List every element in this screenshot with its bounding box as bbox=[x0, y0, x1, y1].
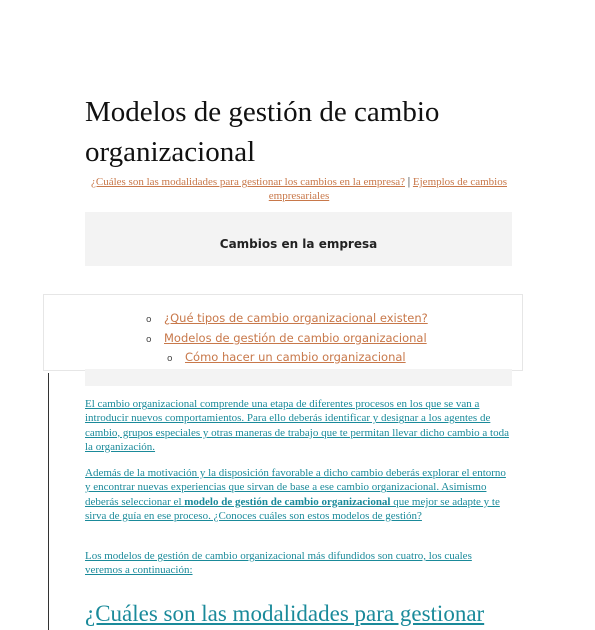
bullet-icon: o bbox=[146, 335, 152, 345]
page-title: Modelos de gestión de cambio organizacional bbox=[85, 96, 440, 168]
paragraph-1[interactable] bbox=[85, 397, 511, 454]
toc-box-bottom bbox=[85, 369, 512, 386]
toc-link-modelos[interactable]: Modelos de gestión de cambio organizacional bbox=[164, 331, 427, 345]
toc-title: Cambios en la empresa bbox=[219, 237, 378, 251]
link-separator: | bbox=[407, 174, 411, 188]
toc-item-modelos[interactable] bbox=[146, 331, 427, 347]
toc-item-como[interactable] bbox=[167, 350, 406, 366]
paragraph-2[interactable] bbox=[85, 466, 511, 523]
toc-box bbox=[85, 212, 512, 266]
left-rule bbox=[48, 373, 49, 630]
bullet-icon: o bbox=[146, 315, 152, 325]
toc-link-tipos[interactable]: ¿Qué tipos de cambio organizacional existen? bbox=[164, 311, 428, 325]
paragraph-1-text[interactable]: El cambio organizacional comprende una etapa de diferentes procesos en los que se van a introducir nuevos comportamientos. Para ello deberás identificar y designar a los agentes de cambio, grupos especiales y otras maneras de trabajo que te permitan llevar dicho cambio a toda la organización. bbox=[85, 398, 509, 453]
paragraph-2-text-end[interactable]: que mejor se adapte y te sirva de guía en ese proceso. ¿Conoces cuáles son estos modelos de gestión? bbox=[85, 495, 500, 522]
paragraph-2-bold[interactable]: modelo de gestión de cambio organizacional bbox=[184, 495, 391, 508]
toc-item-tipos[interactable] bbox=[146, 311, 428, 327]
top-links bbox=[85, 174, 513, 203]
paragraph-3-text[interactable]: Los modelos de gestión de cambio organizacional más difundidos son cuatro, los cuales veremos a continuación: bbox=[85, 550, 472, 577]
link-modalidades[interactable]: ¿Cuáles son las modalidades para gestionar los cambios en la empresa? bbox=[90, 176, 405, 188]
paragraph-2-text[interactable]: Además de la motivación y la disposición favorable a dicho cambio deberás explorar el entorno y encontrar nuevas experiencias que sirvan de base a ese cambio organizacional. Asimismo deberás seleccionar el bbox=[85, 467, 506, 508]
link-ejemplos[interactable]: Ejemplos de cambios empresariales bbox=[268, 176, 507, 202]
bullet-icon: o bbox=[167, 354, 173, 364]
toc-link-como[interactable]: Cómo hacer un cambio organizacional bbox=[185, 350, 406, 364]
section-heading[interactable]: ¿Cuáles son las modalidades para gestionar bbox=[85, 601, 485, 626]
paragraph-3[interactable] bbox=[85, 549, 511, 578]
